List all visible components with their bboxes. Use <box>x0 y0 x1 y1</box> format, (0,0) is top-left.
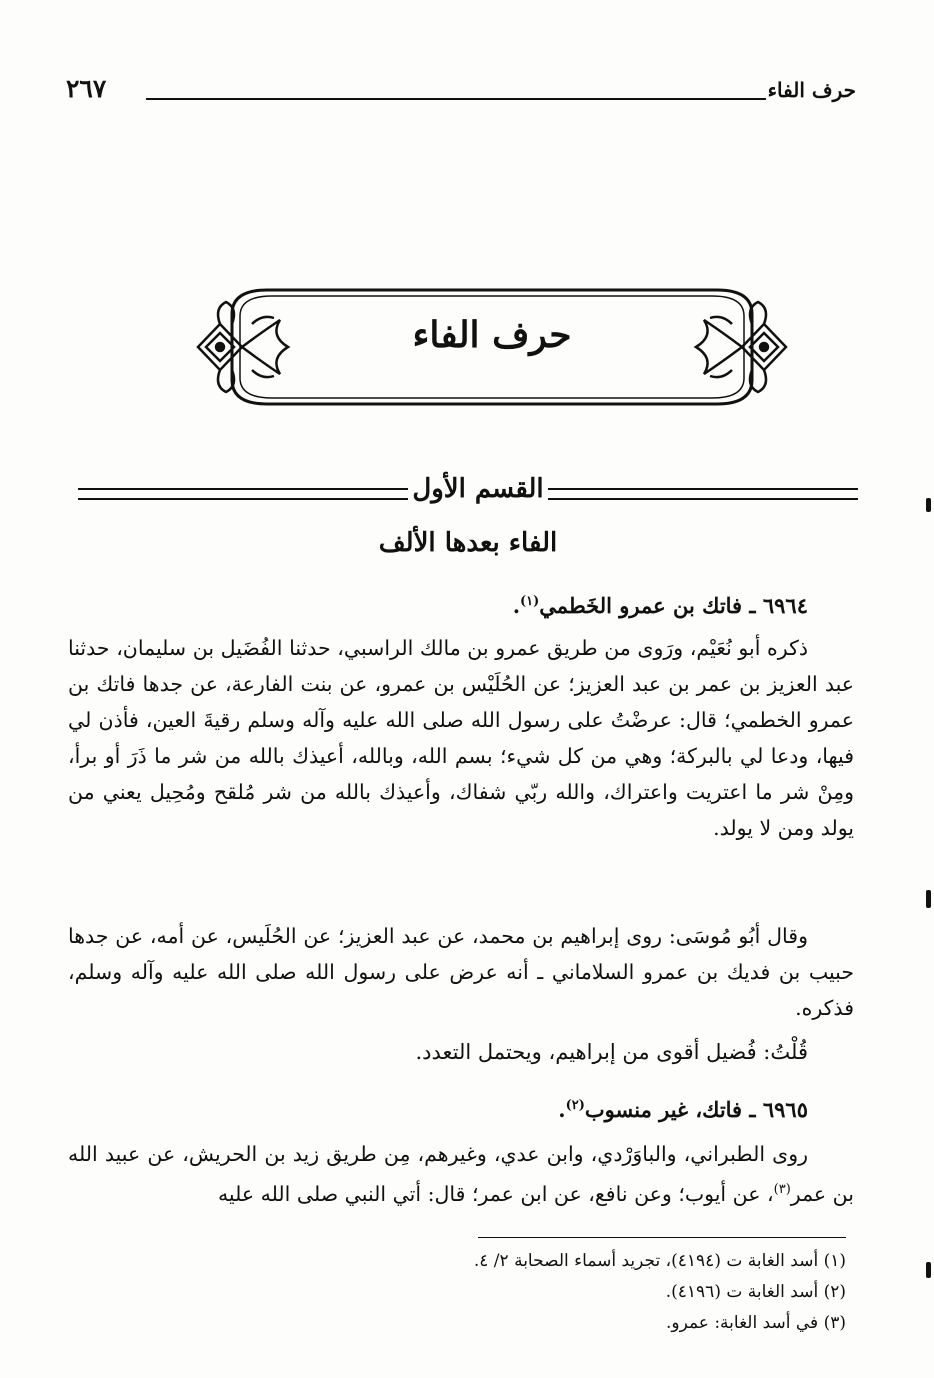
page-number: ٢٦٧ <box>66 74 107 103</box>
footnote-ref: (٣) <box>773 1182 791 1197</box>
running-header <box>66 74 856 114</box>
scan-speck <box>926 890 931 908</box>
running-title: حرف الفاء <box>767 78 856 102</box>
entry-heading: ٦٩٦٤ ـ فاتك بن عمرو الخَطمي$^{(١)}$. <box>512 593 808 618</box>
section-title: القسم الأول <box>412 474 544 504</box>
entry-6964-body <box>68 630 854 846</box>
scan-speck <box>926 1262 931 1278</box>
footnotes <box>68 1246 846 1339</box>
chapter-title-frame <box>192 284 792 410</box>
footnote-item: (٣) في أسد الغابة: عمرو. <box>665 1313 846 1333</box>
paragraph: ذكره أبو نُعَيْم، ورَوى من طريق عمرو بن مالك الراسبي، حدثنا الفُضَيل بن سليمان، حدثنا عبد العزيز بن عمر بن عبد العزيز؛ عن الحُلَيْس بن عمرو، عن بنت الفارعة، عن جدها فاتك بن عمرو الخطمي؛ قال: عرضْتُ على رسول الله صلى الله عليه وآله وسلم رقيةَ العين، فأذن لي فيها، ودعا لي بالبركة؛ وهي من كل شيء؛ بسم الله، وبالله، أعيذك بالله من شر ما ذَرَ أو برأ، ومِنْ شر ما اعتريت واعتراك، والله ربّي شفاك، وأعيذك بالله من شر مُلقح ومُحِيل يعني من يولد ومن لا يولد. <box>68 636 854 840</box>
footnote-item: (٢) أسد الغابة ت (٤١٩٦). <box>665 1282 846 1302</box>
footnote-ref: (٢) <box>565 1098 585 1113</box>
entry-6965-body <box>68 1136 854 1212</box>
banner-double-rule-right <box>548 488 858 500</box>
banner-double-rule-left <box>78 488 408 500</box>
entry-6964 <box>68 584 854 624</box>
footnote-rule <box>478 1237 846 1238</box>
entry-heading-text: ٦٩٦٥ ـ فاتك، غير منسوب <box>584 1097 808 1122</box>
chapter-title: حرف الفاء <box>412 314 572 356</box>
paragraph: قُلْتُ: فُضيل أقوى من إبراهيم، ويحتمل التعدد. <box>415 1040 808 1064</box>
entry-heading-text: ٦٩٦٤ ـ فاتك بن عمرو الخَطمي <box>539 593 808 618</box>
header-rule <box>146 98 766 100</box>
entry-6964-body-3 <box>68 1034 854 1070</box>
scan-speck <box>926 498 931 512</box>
paragraph-text: ، عن أيوب؛ وعن نافع، عن ابن عمر؛ قال: أتي النبي صلى الله عليه <box>217 1181 774 1206</box>
entry-6964-body-2 <box>68 918 854 1026</box>
entry-6965 <box>68 1088 854 1128</box>
paragraph-text: روى الطبراني، والباوَرْدي، وابن عدي، وغيرهم، مِن طريق زيد بن الحريش، عن عبيد الله بن عمر <box>68 1142 854 1206</box>
paragraph: وقال أبُو مُوسَى: روى إبراهيم بن محمد، عن عبد العزيز؛ عن الحُلَيس، عن أمه، عن جدها حبيب بن فديك بن عمرو السلاماني ـ أنه عرض على رسول الله صلى الله عليه وآله وسلم، فذكره. <box>68 924 854 1020</box>
footnote-item: (١) أسد الغابة ت (٤١٩٤)، تجريد أسماء الصحابة ٢/ ٤. <box>473 1251 846 1271</box>
paragraph <box>68 1136 854 1212</box>
section-banner <box>78 474 858 514</box>
subsection-title: الفاء بعدها الألف <box>378 528 558 558</box>
footnote-ref: (١) <box>520 594 540 609</box>
entry-heading: ٦٩٦٥ ـ فاتك، غير منسوب$^{(٢)}$. <box>558 1097 808 1122</box>
